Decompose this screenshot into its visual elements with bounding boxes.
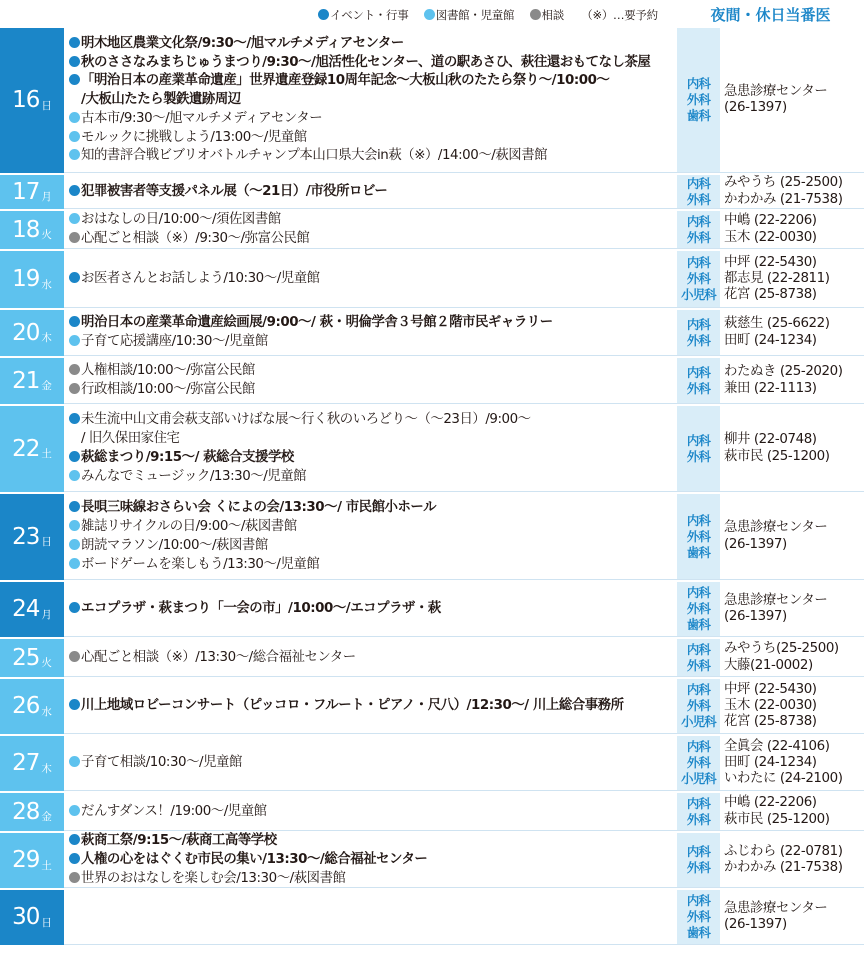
library-dot-icon <box>69 149 80 160</box>
events-cell <box>64 582 677 637</box>
department-label: 外科 <box>686 860 711 875</box>
day-number: 18 <box>12 216 40 243</box>
department-label: 内科 <box>686 844 711 859</box>
event-dot-icon <box>69 185 80 196</box>
day-row <box>0 358 864 404</box>
event-text: 萩総まつり/9:15～/ 萩総合支援学校 <box>81 450 294 465</box>
clinic-entry: 田町 (24-1234) <box>724 754 817 770</box>
department-label: 内科 <box>686 739 711 754</box>
event-text: 川上地域ロビーコンサート（ピッコロ・フルート・ピアノ・尺八）/12:30～/ 川上総合事務所 <box>81 698 624 714</box>
event-text: 人権相談/10:00～/弥富公民館 <box>81 363 255 379</box>
department-label: 内科 <box>686 255 711 270</box>
clinic-list <box>720 406 864 491</box>
department-label: 外科 <box>686 657 711 673</box>
day-row <box>0 494 864 580</box>
weekday-label: 水 <box>41 278 52 291</box>
event-text: 人権の心をはぐくむ市民の集い/13:30～/総合福祉センター <box>81 852 428 868</box>
event-text: 犯罪被害者等支援パネル展（～21日）/市役所ロビー <box>81 183 388 199</box>
event-text: 秋のささなみまちじゅうまつり/9:30～/旭活性化センター、道の駅あさひ、萩往還おもてなし茶屋 <box>81 54 651 70</box>
department-list <box>677 582 720 636</box>
event-text: / 旧久保田家住宅 <box>81 431 180 447</box>
weekday-label: 水 <box>41 705 52 718</box>
event-dot-icon <box>69 74 80 85</box>
event-item <box>69 91 677 110</box>
clinic-entry: みやうち (25-2500) <box>724 175 843 191</box>
day-number: 30 <box>12 904 40 930</box>
events-cell <box>64 494 677 580</box>
department-label: 歯科 <box>686 108 711 123</box>
department-label: 内科 <box>686 512 711 528</box>
event-item <box>69 35 677 54</box>
schedule-table <box>0 28 864 945</box>
event-text: みんなでミュージック/13:30～/児童館 <box>81 468 307 484</box>
department-label: 内科 <box>686 364 711 380</box>
library-dot-icon <box>69 539 80 550</box>
event-item <box>69 832 677 851</box>
event-dot-icon <box>69 853 80 864</box>
legend-item-library <box>424 8 514 22</box>
date-cell <box>0 251 64 308</box>
weekday-label: 日 <box>41 916 52 929</box>
event-text: 子育て応援講座/10:30～/児童館 <box>81 334 268 349</box>
event-item <box>69 333 677 352</box>
clinic-entry: 急患診療センター <box>724 592 828 608</box>
events-cell <box>64 793 677 831</box>
department-list <box>677 793 720 830</box>
event-item <box>69 754 677 773</box>
library-dot-icon <box>69 805 80 816</box>
events-cell <box>64 310 677 356</box>
day-row <box>0 406 864 492</box>
library-dot-icon <box>69 470 80 481</box>
day-number: 22 <box>12 435 40 462</box>
weekday-label: 木 <box>41 332 52 344</box>
event-text: 行政相談/10:00～/弥富公民館 <box>81 382 255 397</box>
clinic-entry: 兼田 (22-1113) <box>724 380 817 396</box>
events-cell <box>64 833 677 888</box>
department-label: 外科 <box>686 92 711 107</box>
weekday-label: 金 <box>41 380 52 392</box>
day-number: 26 <box>12 693 40 719</box>
clinic-entry: 萩慈生 (25-6622) <box>724 316 830 332</box>
clinic-list <box>720 211 864 248</box>
department-label: 外科 <box>686 271 711 286</box>
event-dot-icon <box>69 316 80 327</box>
event-item <box>69 230 677 249</box>
clinic-entry: ふじわら (22-0781) <box>724 843 843 859</box>
date-cell <box>0 679 64 734</box>
event-text: 心配ごと相談（※）/13:30～/総合福祉センター <box>81 649 356 665</box>
department-label: 内科 <box>686 316 711 332</box>
weekday-label: 月 <box>41 608 52 621</box>
department-label: 外科 <box>686 191 711 207</box>
events-cell <box>64 639 677 677</box>
day-row <box>0 639 864 677</box>
events-cell <box>64 28 677 173</box>
event-item <box>69 314 677 333</box>
department-list <box>677 310 720 355</box>
event-item <box>69 362 677 381</box>
day-row <box>0 582 864 637</box>
clinic-entry: 田町 (24-1234) <box>724 332 817 348</box>
day-row <box>0 310 864 356</box>
consult-dot-icon <box>69 383 80 394</box>
event-item <box>69 72 677 91</box>
clinic-list <box>720 736 864 790</box>
department-label: 外科 <box>686 380 711 396</box>
event-item <box>69 697 677 716</box>
clinic-entry: かわかみ (21-7538) <box>724 191 843 207</box>
event-text: 知的書評合戦ビブリオバトルチャンプ本山口県大会in萩（※）/14:00～/萩図書館 <box>81 148 548 164</box>
clinic-entry: 柳井 (22-0748) <box>724 432 817 448</box>
clinic-list <box>720 251 864 307</box>
event-item <box>69 411 677 430</box>
event-dot-icon <box>69 602 80 613</box>
day-row <box>0 211 864 249</box>
department-label: 内科 <box>686 585 711 600</box>
event-text: /大板山たたら製鉄遺跡周辺 <box>81 92 241 108</box>
day-row <box>0 175 864 209</box>
department-label: 小児科 <box>681 771 716 786</box>
duty-cell <box>677 639 864 677</box>
duty-cell <box>677 175 864 209</box>
day-number: 16 <box>12 87 40 113</box>
weekday-label: 日 <box>41 536 52 548</box>
date-cell <box>0 310 64 356</box>
department-label: 内科 <box>686 682 711 697</box>
event-text: 未生流中山文甫会萩支部いけばな展～行く秋のいろどり～（～23日）/9:00～ <box>81 412 531 428</box>
library-dot-icon <box>69 213 80 224</box>
event-item <box>69 270 677 289</box>
department-list <box>677 833 720 887</box>
day-number: 24 <box>12 596 40 622</box>
department-list <box>677 494 720 579</box>
clinic-entry: (26-1397) <box>724 917 787 932</box>
event-text: エコプラザ・萩まつり「一会の市」/10:00～/エコプラザ・萩 <box>81 601 441 617</box>
event-item <box>69 537 677 556</box>
clinic-entry: 中嶋 (22-2206) <box>724 213 817 229</box>
event-text: 朗読マラソン/10:00～/萩図書館 <box>81 538 268 553</box>
clinic-entry: 都志見 (22-2811) <box>724 270 830 286</box>
weekday-label: 火 <box>41 657 52 669</box>
consult-dot-icon <box>69 364 80 375</box>
legend-label: 図書館・児童館 <box>435 8 515 22</box>
event-dot-icon <box>69 37 80 48</box>
duty-cell <box>677 406 864 492</box>
event-text: 心配ごと相談（※）/9:30～/弥富公民館 <box>81 231 310 246</box>
clinic-entry: 急患診療センター <box>724 520 828 536</box>
event-text: だんすダンス！/19:00～/児童館 <box>81 803 267 819</box>
department-list <box>677 406 720 491</box>
date-cell <box>0 28 64 173</box>
weekday-label: 土 <box>41 859 52 872</box>
event-text: 「明治日本の産業革命遺産」世界遺産登録10周年記念～大板山秋のたたら祭り～/10:00～ <box>81 73 610 89</box>
clinic-entry: (26-1397) <box>724 100 787 115</box>
clinic-list <box>720 358 864 403</box>
legend-label: 相談 <box>541 8 564 22</box>
event-text: 古本市/9:30～/旭マルチメディアセンター <box>81 110 323 126</box>
legend-bar <box>0 0 864 28</box>
event-dot-icon <box>69 501 80 512</box>
weekday-label: 土 <box>41 448 52 460</box>
clinic-entry: みやうち(25-2500) <box>724 641 839 657</box>
weekday-label: 金 <box>41 811 52 823</box>
event-dot-icon <box>69 834 80 845</box>
duty-doctor-header: 夜間・休日当番医 <box>710 6 831 24</box>
clinic-entry: 急患診療センター <box>724 83 828 99</box>
event-text: 明木地区農業文化祭/9:30～/旭マルチメディアセンター <box>81 35 404 51</box>
clinic-entry: 大藤(21-0002) <box>724 657 813 673</box>
day-number: 21 <box>12 367 40 394</box>
event-text: 世界のおはなしを楽しむ会/13:30～/萩図書館 <box>81 870 346 886</box>
events-cell <box>64 890 677 945</box>
clinic-entry: 萩市民 (25-1200) <box>724 448 830 464</box>
department-list <box>677 890 720 944</box>
event-item <box>69 803 677 822</box>
department-label: 歯科 <box>686 925 711 940</box>
event-item <box>69 381 677 400</box>
day-number: 25 <box>12 644 40 671</box>
event-item <box>69 870 677 889</box>
duty-cell <box>677 28 864 173</box>
department-label: 外科 <box>686 229 711 245</box>
day-number: 23 <box>12 523 40 550</box>
clinic-entry: 中坪 (22-5430) <box>724 254 817 270</box>
duty-cell <box>677 211 864 249</box>
department-label: 外科 <box>686 698 711 713</box>
duty-cell <box>677 582 864 637</box>
duty-cell <box>677 890 864 945</box>
weekday-label: 日 <box>41 99 52 112</box>
day-number: 27 <box>12 750 40 776</box>
clinic-entry: 玉木 (22-0030) <box>724 229 817 245</box>
department-label: 外科 <box>686 448 711 464</box>
date-cell <box>0 736 64 791</box>
department-list <box>677 736 720 790</box>
event-item <box>69 600 677 619</box>
clinic-list <box>720 639 864 676</box>
department-list <box>677 28 720 172</box>
event-text: 雑誌リサイクルの日/9:00～/萩図書館 <box>81 519 297 535</box>
clinic-entry: 花宮 (25-8738) <box>724 714 817 730</box>
clinic-entry: 全眞会 (22-4106) <box>724 738 830 754</box>
day-number: 20 <box>12 319 40 346</box>
event-dot-icon <box>69 56 80 67</box>
legend <box>318 7 658 23</box>
event-item <box>69 499 677 518</box>
date-cell <box>0 639 64 677</box>
department-list <box>677 358 720 403</box>
legend-item-consult <box>530 8 564 22</box>
department-label: 小児科 <box>681 287 716 302</box>
clinic-list <box>720 833 864 887</box>
event-dot-icon <box>69 272 80 283</box>
clinic-list <box>720 175 864 208</box>
clinic-entry: (26-1397) <box>724 536 787 552</box>
clinic-entry: わたぬき (25-2020) <box>724 364 843 380</box>
clinic-list <box>720 494 864 579</box>
department-label: 外科 <box>686 332 711 348</box>
events-cell <box>64 358 677 404</box>
clinic-list <box>720 793 864 830</box>
duty-cell <box>677 679 864 734</box>
day-row <box>0 793 864 831</box>
consult-dot-icon <box>69 232 80 243</box>
event-item <box>69 851 677 870</box>
date-cell <box>0 494 64 580</box>
event-dot-icon <box>318 9 329 20</box>
events-cell <box>64 736 677 791</box>
events-cell <box>64 211 677 249</box>
library-dot-icon <box>424 9 435 20</box>
event-item <box>69 54 677 73</box>
department-label: 小児科 <box>681 714 716 729</box>
clinic-entry: 花宮 (25-8738) <box>724 287 817 303</box>
day-row <box>0 890 864 945</box>
department-label: 外科 <box>686 528 711 544</box>
event-item <box>69 147 677 166</box>
clinic-entry: いわたに (24-2100) <box>724 771 843 787</box>
library-dot-icon <box>69 756 80 767</box>
consult-dot-icon <box>69 651 80 662</box>
clinic-entry: 急患診療センター <box>724 900 828 916</box>
legend-label: イベント・行事 <box>330 8 409 22</box>
event-text: 子育て相談/10:30～/児童館 <box>81 755 242 771</box>
duty-cell <box>677 310 864 356</box>
event-item <box>69 449 677 468</box>
department-label: 内科 <box>686 432 711 448</box>
department-label: 内科 <box>686 795 711 811</box>
event-text: モルックに挑戦しよう/13:00～/児童館 <box>81 129 307 145</box>
clinic-list <box>720 582 864 636</box>
department-label: 内科 <box>686 893 711 908</box>
clinic-list <box>720 890 864 944</box>
event-text: 明治日本の産業革命遺産絵画展/9:00～/ 萩・明倫学舎３号館２階市民ギャラリー <box>81 315 553 331</box>
duty-cell <box>677 736 864 791</box>
department-label: 歯科 <box>686 544 711 560</box>
department-label: 内科 <box>686 641 711 657</box>
date-cell <box>0 211 64 249</box>
event-item <box>69 518 677 537</box>
department-list <box>677 679 720 733</box>
day-number: 19 <box>12 266 40 292</box>
clinic-entry: 玉木 (22-0030) <box>724 697 817 713</box>
department-list <box>677 211 720 248</box>
day-row <box>0 736 864 791</box>
library-dot-icon <box>69 131 80 142</box>
duty-cell <box>677 251 864 308</box>
clinic-entry: 中坪 (22-5430) <box>724 681 817 697</box>
duty-cell <box>677 793 864 831</box>
event-text: お医者さんとお話しよう/10:30～/児童館 <box>81 271 320 287</box>
event-text: 長唄三味線おさらい会 くによの会/13:30～/ 市民館小ホール <box>81 500 437 516</box>
legend-item-event <box>318 8 408 22</box>
day-number: 17 <box>12 178 40 205</box>
department-label: 内科 <box>686 213 711 229</box>
day-number: 29 <box>12 847 40 873</box>
clinic-list <box>720 28 864 172</box>
event-item <box>69 129 677 148</box>
event-dot-icon <box>69 699 80 710</box>
date-cell <box>0 406 64 492</box>
date-cell <box>0 793 64 831</box>
weekday-label: 火 <box>41 229 52 241</box>
duty-cell <box>677 494 864 580</box>
date-cell <box>0 358 64 404</box>
date-cell <box>0 582 64 637</box>
event-item <box>69 430 677 449</box>
date-cell <box>0 175 64 209</box>
department-list <box>677 251 720 307</box>
department-label: 外科 <box>686 755 711 770</box>
event-text: おはなしの日/10:00～/須佐図書館 <box>81 212 281 228</box>
library-dot-icon <box>69 520 80 531</box>
date-cell <box>0 890 64 945</box>
event-item <box>69 211 677 230</box>
clinic-list <box>720 310 864 355</box>
department-label: 外科 <box>686 909 711 924</box>
events-cell <box>64 679 677 734</box>
events-cell <box>64 175 677 209</box>
clinic-list <box>720 679 864 733</box>
event-text: 萩商工祭/9:15～/萩商工高等学校 <box>81 833 277 849</box>
consult-dot-icon <box>69 872 80 883</box>
clinic-entry: (26-1397) <box>724 609 787 624</box>
day-row <box>0 833 864 888</box>
library-dot-icon <box>69 335 80 346</box>
event-item <box>69 556 677 575</box>
library-dot-icon <box>69 558 80 569</box>
department-list <box>677 639 720 676</box>
reservation-note: （※）…要予約 <box>581 8 658 22</box>
event-item <box>69 649 677 668</box>
day-row <box>0 679 864 734</box>
department-label: 外科 <box>686 811 711 827</box>
department-label: 外科 <box>686 601 711 616</box>
weekday-label: 月 <box>41 191 52 203</box>
department-label: 内科 <box>686 175 711 191</box>
consult-dot-icon <box>530 9 541 20</box>
event-item <box>69 110 677 129</box>
events-cell <box>64 251 677 308</box>
clinic-entry: 萩市民 (25-1200) <box>724 811 830 827</box>
event-text: ボードゲームを楽しもう/13:30～/児童館 <box>81 556 320 572</box>
event-item <box>69 468 677 487</box>
clinic-entry: かわかみ (21-7538) <box>724 860 843 875</box>
duty-cell <box>677 358 864 404</box>
department-label: 歯科 <box>686 617 711 632</box>
day-number: 28 <box>12 798 40 825</box>
library-dot-icon <box>69 112 80 123</box>
department-list <box>677 175 720 208</box>
events-cell <box>64 406 677 492</box>
duty-cell <box>677 833 864 888</box>
clinic-entry: 中嶋 (22-2206) <box>724 795 817 811</box>
day-row <box>0 28 864 173</box>
event-dot-icon <box>69 451 80 462</box>
event-dot-icon <box>69 413 80 424</box>
event-item <box>69 183 677 202</box>
date-cell <box>0 833 64 888</box>
day-row <box>0 251 864 308</box>
department-label: 内科 <box>686 76 711 91</box>
weekday-label: 木 <box>41 762 52 775</box>
